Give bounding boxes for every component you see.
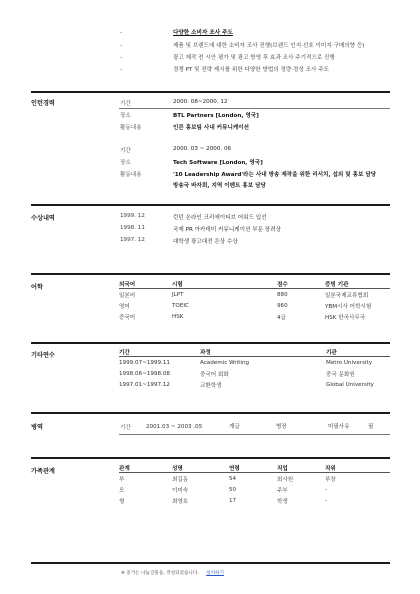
military-branch-label: 병장 bbox=[276, 424, 287, 430]
table-cell: 중국 문화원 bbox=[326, 371, 355, 378]
table-row bbox=[119, 300, 390, 311]
activity-value: 인콘 홍보팀 사내 커뮤니케이션 bbox=[173, 125, 250, 131]
table-cell: JLPT bbox=[172, 291, 184, 298]
period-label: 기간 bbox=[120, 148, 131, 154]
column-header: 증빙 기관 bbox=[325, 280, 390, 289]
table-header-row bbox=[119, 348, 390, 357]
column-header: 과정 bbox=[200, 348, 326, 357]
languages-table bbox=[119, 280, 390, 322]
footer-note bbox=[121, 570, 224, 576]
bullet-text: 제품 및 브랜드에 대한 소비자 조사 진행(브랜드 인지·선호 이미지·구매의향 등) bbox=[173, 43, 365, 49]
table-cell: 1997.01~1997.12 bbox=[119, 381, 170, 388]
table-cell: 최길동 bbox=[172, 476, 189, 483]
table-cell: - bbox=[325, 497, 328, 504]
activity-label: 활동내용 bbox=[120, 172, 142, 178]
table-header-row bbox=[119, 280, 390, 289]
column-header: 시험 bbox=[172, 280, 277, 289]
footer-note-text: ※ 증거는 나눔글꼴을, 작성되었습니다. bbox=[121, 571, 199, 576]
column-header: 기관 bbox=[326, 348, 390, 357]
award-text: 국제 PR 아카데미 커뮤니케이션 부문 장려상 bbox=[173, 227, 282, 233]
activity-value-line2: 방송국 바자회, 지역 이벤트 홍보 담당 bbox=[173, 183, 266, 189]
table-cell: 부장 bbox=[325, 476, 336, 483]
place-value: BTL Partners [London, 영국] bbox=[173, 113, 259, 119]
table-cell: HSK 한국사무국 bbox=[325, 314, 366, 321]
awards-title: 수상내역 bbox=[31, 215, 55, 222]
table-cell: 960 bbox=[277, 302, 288, 309]
column-header: 성명 bbox=[172, 464, 229, 473]
table-cell: HSK bbox=[172, 313, 184, 320]
internship-title: 인턴경력 bbox=[31, 100, 55, 107]
table-cell: 중국어 회화 bbox=[200, 371, 229, 378]
section-divider bbox=[31, 457, 390, 459]
military-exemption-label: 미필사유 bbox=[328, 424, 350, 430]
table-cell: 부 bbox=[119, 476, 125, 483]
military-rank-label: 계급 bbox=[229, 424, 240, 430]
column-header: 관계 bbox=[119, 464, 172, 473]
training-table bbox=[119, 348, 390, 390]
section-divider bbox=[31, 412, 390, 414]
column-header: 점수 bbox=[277, 280, 325, 289]
table-cell: - bbox=[325, 486, 328, 493]
table-cell: 1999.07~1999.11 bbox=[119, 359, 170, 366]
award-text: 런던 온라인 크리에이티브 어워드 입선 bbox=[173, 215, 267, 221]
column-header: 기간 bbox=[119, 348, 200, 357]
award-date: 1997. 12 bbox=[120, 237, 145, 243]
column-header: 직위 bbox=[325, 464, 390, 473]
table-cell: YBM시사 어학시험 bbox=[325, 303, 372, 310]
place-label: 장소 bbox=[120, 160, 131, 166]
section-subline bbox=[119, 108, 390, 109]
table-row bbox=[119, 484, 390, 495]
table-cell: 주부 bbox=[277, 487, 288, 494]
column-header: 연령 bbox=[229, 464, 277, 473]
table-cell: 중국어 bbox=[119, 314, 136, 321]
section-divider bbox=[31, 342, 390, 344]
table-cell: 17 bbox=[229, 497, 237, 504]
bullet: - bbox=[120, 30, 123, 36]
table-cell: 4급 bbox=[277, 314, 286, 321]
table-row bbox=[119, 357, 390, 369]
bullet: - bbox=[120, 55, 123, 61]
section-subline bbox=[119, 434, 390, 435]
award-date: 1998. 11 bbox=[120, 225, 145, 231]
footer-divider bbox=[31, 562, 390, 564]
military-period-value: 2001.03 ~ 2003 .05 bbox=[146, 424, 203, 430]
military-title: 병역 bbox=[31, 424, 43, 431]
table-cell: 영어 bbox=[119, 303, 130, 310]
table-cell: 형 bbox=[119, 498, 125, 505]
period-value: 2000. 03 ~ 2000. 06 bbox=[173, 146, 232, 152]
activity-value: '10 Leadership Award'라는 사내 방송 제작을 위한 리서치, 섭외 및 홍보 담당 bbox=[173, 172, 377, 178]
table-cell: TOEIC bbox=[172, 302, 189, 309]
table-row bbox=[119, 473, 390, 485]
award-date: 1999. 12 bbox=[120, 213, 145, 219]
bullet-text: 다양한 소비자 조사 주도 bbox=[173, 30, 233, 36]
activity-label: 활동내용 bbox=[120, 125, 142, 131]
table-row bbox=[119, 368, 390, 379]
family-title: 가족관계 bbox=[31, 468, 55, 475]
bullet-text: 경쟁 PT 및 전략 제시를 위한 다양한 방법의 정량·정성 조사 주도 bbox=[173, 67, 330, 73]
table-cell: 50 bbox=[229, 486, 237, 493]
bullet: - bbox=[120, 43, 123, 49]
table-cell: 회사원 bbox=[277, 476, 294, 483]
table-cell: 이미숙 bbox=[172, 487, 189, 494]
period-label: 기간 bbox=[120, 101, 131, 107]
table-header-row bbox=[119, 464, 390, 473]
table-cell: 교환학생 bbox=[200, 382, 222, 389]
table-cell: 54 bbox=[229, 475, 237, 482]
award-text: 대학생 광고대전 은상 수상 bbox=[173, 239, 238, 245]
table-cell: 일본어 bbox=[119, 292, 136, 299]
column-header: 직업 bbox=[277, 464, 325, 473]
table-cell: Metro University bbox=[326, 359, 373, 366]
table-cell: 일본국제교류협회 bbox=[325, 292, 369, 299]
section-divider bbox=[31, 273, 390, 275]
table-cell: 880 bbox=[277, 291, 288, 298]
install-link[interactable]: 설치하기 bbox=[206, 571, 224, 576]
table-row bbox=[119, 311, 390, 322]
military-period-label: 기간 bbox=[120, 425, 131, 431]
section-divider bbox=[31, 91, 390, 93]
table-cell: 모 bbox=[119, 487, 125, 494]
table-cell: Global University bbox=[326, 381, 374, 388]
table-cell: Academic Writing bbox=[200, 359, 250, 366]
table-row bbox=[119, 289, 390, 301]
military-exemption-value: 필 bbox=[368, 424, 374, 430]
table-cell: 학생 bbox=[277, 498, 288, 505]
table-row bbox=[119, 495, 390, 506]
table-cell: 최영호 bbox=[172, 498, 189, 505]
place-label: 장소 bbox=[120, 113, 131, 119]
table-cell: 1998.06~1998.08 bbox=[119, 370, 170, 377]
training-title: 기타연수 bbox=[31, 352, 55, 359]
bullet: - bbox=[120, 67, 123, 73]
languages-title: 어학 bbox=[31, 284, 43, 291]
bullet-text: 광고 제작 전 시안 평가 및 광고 방영 후 효과 조사 주기적으로 진행 bbox=[173, 55, 335, 61]
family-table bbox=[119, 464, 390, 506]
section-divider bbox=[31, 204, 390, 206]
place-value: Tech Software [London, 영국] bbox=[173, 160, 263, 166]
period-value: 2000. 08~2000. 12 bbox=[173, 99, 228, 105]
table-row bbox=[119, 379, 390, 390]
column-header: 외국어 bbox=[119, 280, 172, 289]
